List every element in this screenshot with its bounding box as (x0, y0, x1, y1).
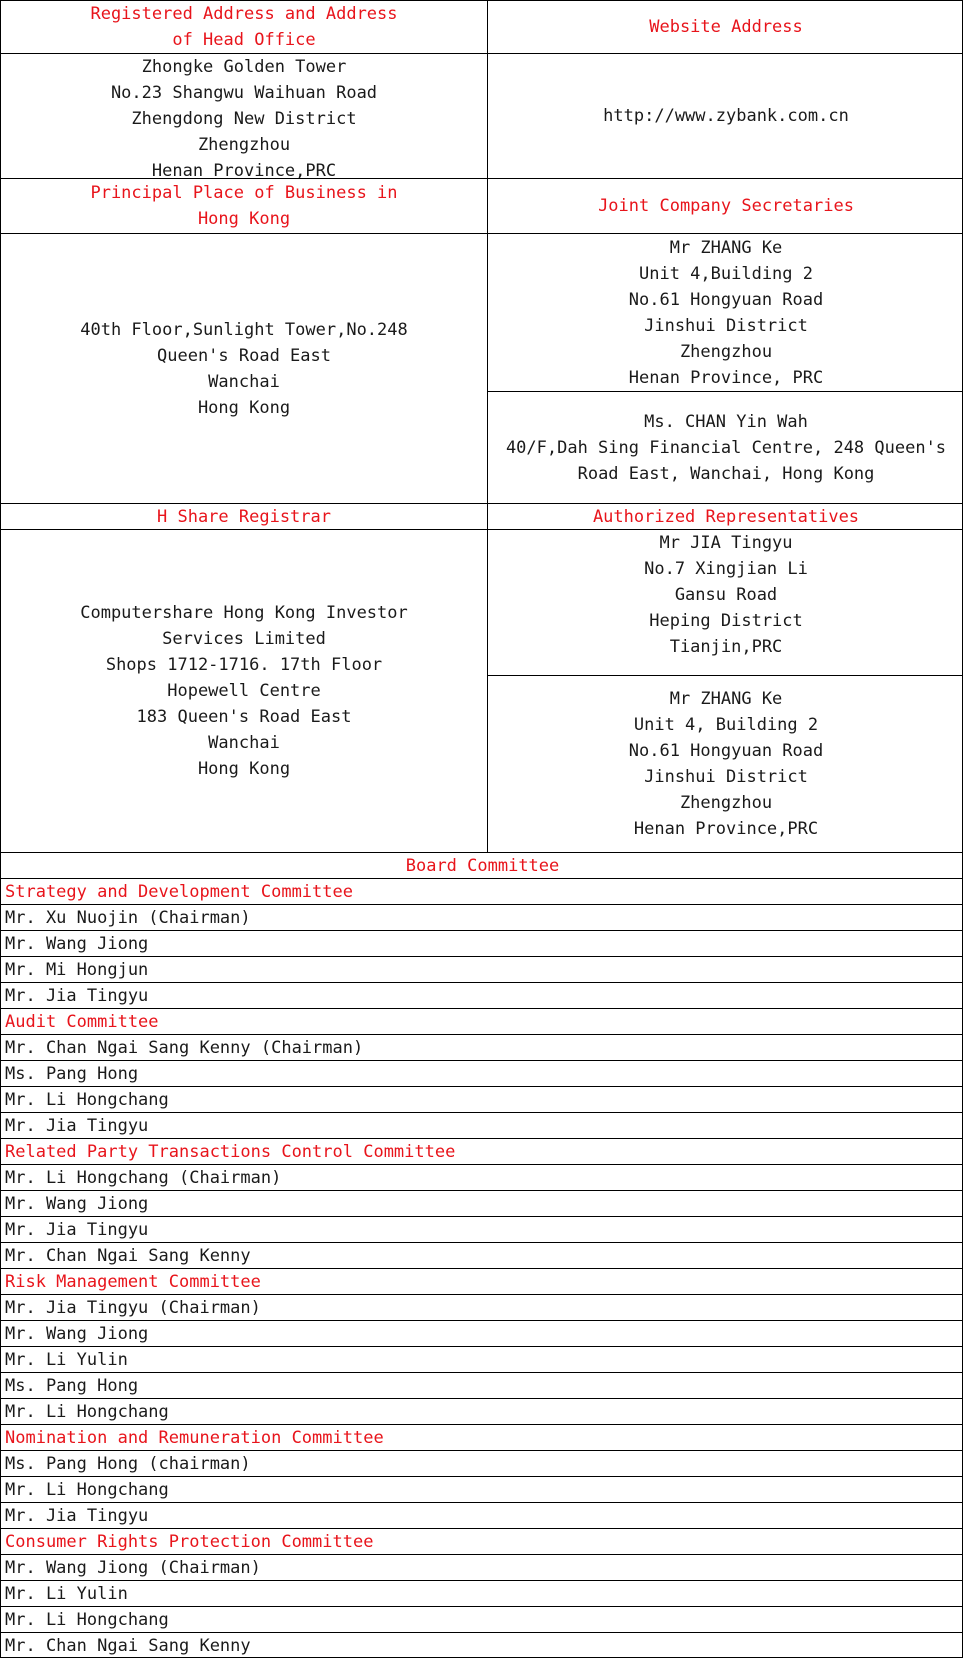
website-address-value (487, 53, 963, 178)
committee-member: Mr. Jia Tingyu (Chairman) (1, 1294, 963, 1320)
website-url-link[interactable]: http://www.zybank.com.cn (603, 106, 849, 126)
hk-business-value (0, 233, 487, 503)
registrar-value (0, 529, 487, 852)
committee-member: Mr. Li Hongchang (Chairman) (1, 1164, 963, 1190)
representative-jia-tingyu (487, 529, 963, 675)
registered-address-header-line: Registered Address and Address (90, 4, 398, 24)
registrar-line: Wanchai (208, 733, 280, 753)
registrar-header-text: H Share Registrar (157, 506, 331, 527)
hk-business-header-line: Hong Kong (197, 209, 291, 229)
committee-member: Mr. Li Hongchang (1, 1476, 963, 1502)
hk-business-line: Queen's Road East (157, 345, 331, 366)
hk-business-header-line: Principal Place of Business in (90, 183, 398, 203)
registered-address-line: Henan Province,PRC (151, 161, 337, 178)
hk-business-line: Wanchai (208, 371, 280, 392)
registered-address-header (0, 0, 487, 53)
registrar-line: Hopewell Centre (167, 681, 321, 701)
committee-member: Mr. Chan Ngai Sang Kenny (1, 1632, 963, 1658)
representative-line: Heping District (649, 611, 803, 631)
registered-address-line: No.23 Shangwu Waihuan Road (110, 83, 378, 103)
committee-member: Mr. Mi Hongjun (1, 956, 963, 982)
secretary-line: No.61 Hongyuan Road (628, 289, 824, 310)
registered-address-value (0, 53, 487, 178)
committee-member: Mr. Wang Jiong (1, 1320, 963, 1346)
committee-member: Mr. Li Hongchang (1, 1086, 963, 1112)
representatives-header (487, 503, 963, 529)
committee-member: Mr. Chan Ngai Sang Kenny (Chairman) (1, 1034, 963, 1060)
hk-business-header (0, 178, 487, 233)
representative-line: Mr ZHANG Ke (669, 689, 783, 709)
hk-business-line: 40th Floor,Sunlight Tower,No.248 (80, 319, 408, 340)
secretary-line: Jinshui District (644, 315, 808, 336)
committee-header-risk: Risk Management Committee (1, 1268, 963, 1294)
committee-member: Mr. Li Yulin (1, 1346, 963, 1372)
secretary-line: Ms. CHAN Yin Wah (644, 411, 808, 432)
registered-address-line: Zhengzhou (197, 135, 291, 155)
committee-member: Mr. Wang Jiong (1, 930, 963, 956)
registrar-header (0, 503, 487, 529)
registered-address-header-line: of Head Office (172, 30, 316, 50)
committee-member: Mr. Jia Tingyu (1, 1112, 963, 1138)
secretaries-header-text: Joint Company Secretaries (598, 196, 854, 216)
representative-line: Henan Province,PRC (633, 819, 819, 839)
registered-address-line: Zhengdong New District (131, 109, 357, 129)
committee-member: Ms. Pang Hong (chairman) (1, 1450, 963, 1476)
secretaries-header (487, 178, 963, 233)
secretary-chan-yin-wah (487, 391, 963, 503)
committee-member: Ms. Pang Hong (1, 1372, 963, 1398)
secretary-zhang-ke (487, 233, 963, 391)
representative-zhang-ke (487, 675, 963, 852)
registrar-line: Shops 1712-1716. 17th Floor (105, 655, 383, 675)
committee-member: Mr. Wang Jiong (1, 1190, 963, 1216)
committee-header-audit: Audit Committee (1, 1008, 963, 1034)
committee-header-strategy: Strategy and Development Committee (1, 878, 963, 904)
committee-member: Ms. Pang Hong (1, 1060, 963, 1086)
representative-line: No.7 Xingjian Li (644, 559, 808, 579)
committee-header-nomination: Nomination and Remuneration Committee (1, 1424, 963, 1450)
registrar-line: Services Limited (162, 629, 326, 649)
committee-header-related-party: Related Party Transactions Control Committee (1, 1138, 963, 1164)
secretary-line: 40/F,Dah Sing Financial Centre, 248 Queen's (505, 437, 947, 458)
representative-line: Jinshui District (644, 767, 808, 787)
committee-member: Mr. Wang Jiong (Chairman) (1, 1554, 963, 1580)
representative-line: Unit 4, Building 2 (633, 715, 819, 735)
committee-member: Mr. Li Yulin (1, 1580, 963, 1606)
secretary-line: Mr ZHANG Ke (669, 237, 783, 258)
committee-member: Mr. Li Hongchang (1, 1606, 963, 1632)
website-address-header-text: Website Address (649, 17, 803, 37)
website-address-header (487, 0, 963, 53)
representative-line: Tianjin,PRC (669, 637, 783, 657)
committee-member: Mr. Jia Tingyu (1, 982, 963, 1008)
secretary-line: Road East, Wanchai, Hong Kong (577, 463, 875, 484)
representative-line: No.61 Hongyuan Road (628, 741, 824, 761)
board-committee-title: Board Committee (1, 852, 963, 878)
registrar-line: 183 Queen's Road East (136, 707, 352, 727)
hk-business-line: Hong Kong (197, 397, 291, 418)
committee-header-consumer-rights: Consumer Rights Protection Committee (1, 1528, 963, 1554)
committee-member: Mr. Jia Tingyu (1, 1502, 963, 1528)
registrar-line: Hong Kong (197, 759, 291, 779)
committee-member: Mr. Li Hongchang (1, 1398, 963, 1424)
representative-line: Mr JIA Tingyu (659, 533, 793, 553)
secretary-line: Unit 4,Building 2 (639, 263, 813, 284)
registered-address-line: Zhongke Golden Tower (141, 57, 347, 77)
secretary-line: Zhengzhou (679, 341, 773, 362)
representatives-header-text: Authorized Representatives (592, 506, 860, 527)
committee-member: Mr. Xu Nuojin (Chairman) (1, 904, 963, 930)
committee-member: Mr. Chan Ngai Sang Kenny (1, 1242, 963, 1268)
committee-member: Mr. Jia Tingyu (1, 1216, 963, 1242)
secretary-line: Henan Province, PRC (628, 367, 824, 388)
representative-line: Zhengzhou (679, 793, 773, 813)
representative-line: Gansu Road (674, 585, 778, 605)
registrar-line: Computershare Hong Kong Investor (80, 603, 408, 623)
